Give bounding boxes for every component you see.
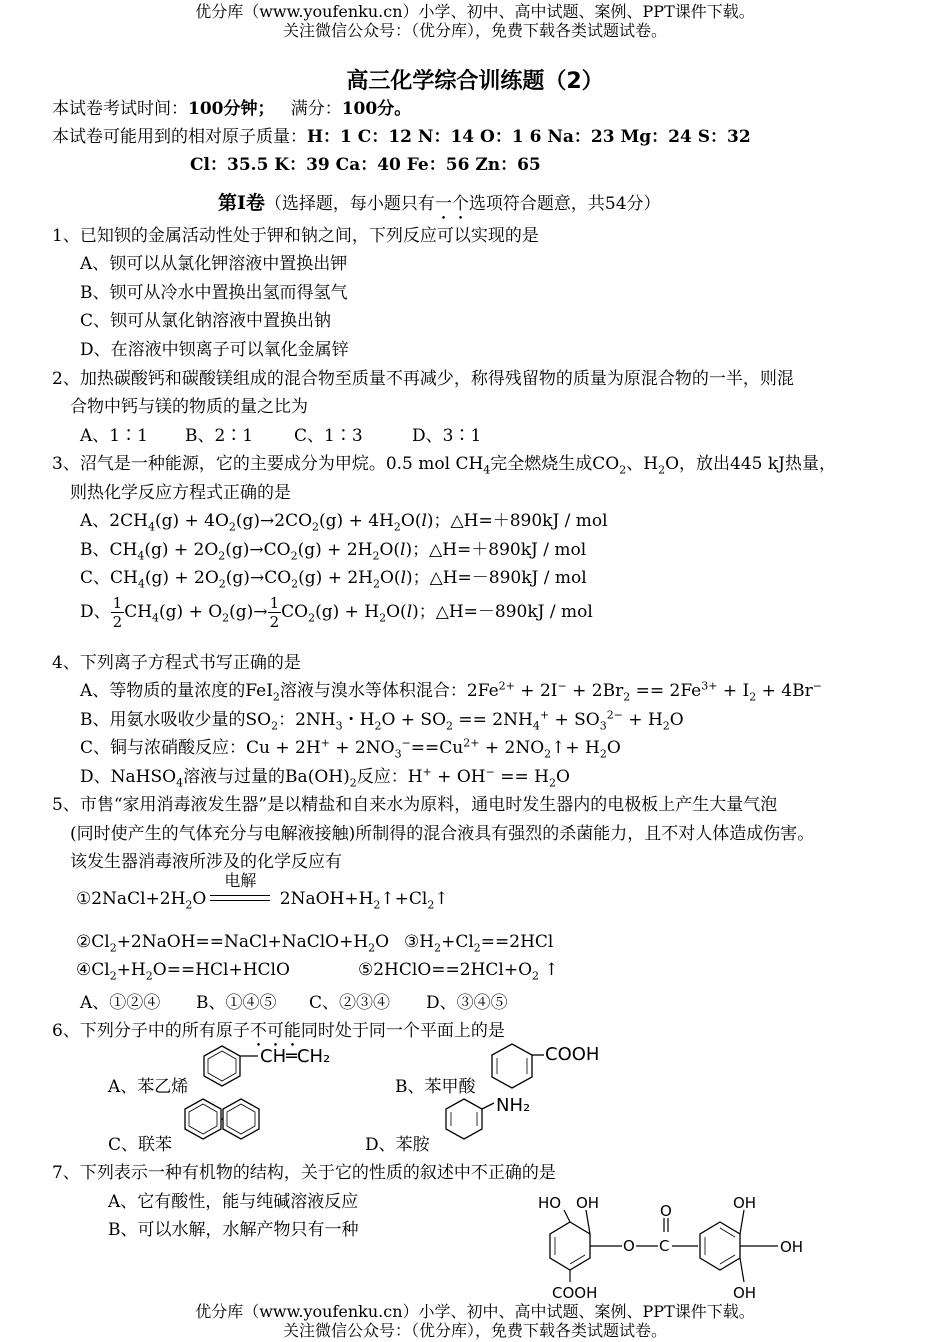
footer-line-1: 优分库（www.youfenku.cn）小学、初中、高中试题、案例、PPT课件下载。	[195, 1302, 755, 1321]
q5-stem-2: (同时使产生的气体充分与电解液接触)所制得的混合液具有强烈的杀菌能力，且不对人体造成伤害。	[70, 824, 815, 844]
q4-a-pre: A、等物质的量浓度的FeI	[80, 681, 273, 701]
mass-line-1: H：1 C：12 N：14 O：1 6 Na：23 Mg：24 S：32	[307, 127, 751, 147]
section-heading	[218, 188, 661, 224]
q1-option-a[interactable]: A、钡可以从氯化钾溶液中置换出钾	[80, 254, 348, 274]
q5-reaction-1: $①2NaCl+2H_2O$ 电解 $2NaOH+H_2↑+Cl_2↑$	[76, 889, 449, 911]
q3-stem-1b: 完全燃烧生成CO	[490, 454, 620, 474]
q4-a-mid: 溶液与溴水等体积混合：	[279, 681, 467, 701]
q1-option-b[interactable]: B、钡可从冷水中置换出氢而得氢气	[80, 283, 348, 303]
time-label: 本试卷考试时间：	[52, 99, 188, 119]
q6-stem-dotted: 不可能	[249, 1021, 301, 1041]
q4-d-pre: D、NaHSO	[80, 767, 177, 787]
exam-info-mass	[52, 122, 751, 147]
q5-reaction-5: $⑤2HClO==2HCl+O_2$ ↑	[358, 960, 559, 983]
q5-option-c[interactable]: C、②③④	[309, 993, 391, 1013]
q6-option-b[interactable]: B、苯甲酸	[395, 1077, 476, 1097]
q2-stem-1: 2、加热碳酸钙和碳酸镁组成的混合物至质量不再减少，称得残留物的质量为原混合物的一半，则混	[52, 369, 794, 389]
q7-carbonyl-o: O	[660, 1202, 672, 1220]
q2-stem-2: 合物中钙与镁的物质的量之比为	[70, 397, 308, 417]
q5-reaction-3: $③H_2+Cl_2==2HCl$	[404, 932, 554, 955]
q7-ester-o: O	[623, 1237, 635, 1255]
footer-line-2: 关注微信公众号：（优分库），免费下载各类试题试卷。	[282, 1321, 667, 1340]
benzoic-acid-structure	[486, 1038, 606, 1098]
q4-d-mid: 溶液与过量的Ba(OH)	[183, 767, 350, 787]
q7-oh-4: OH	[733, 1284, 757, 1302]
q7-option-a[interactable]: A、它有酸性，能与纯碱溶液反应	[108, 1192, 359, 1212]
q4-d-mid2: 反应：	[356, 767, 408, 787]
q3-stem-1a: 3、沼气是一种能源，它的主要成分为甲烷。0.5 mol CH	[52, 454, 484, 474]
q1-option-c[interactable]: C、钡可从氯化钠溶液中置换出钠	[80, 311, 332, 331]
section-desc-b: 选项符合题意，共54分）	[468, 194, 661, 214]
aniline-label: NH₂	[496, 1095, 531, 1116]
q5-reaction-2: $②Cl_2+2NaOH==NaCl+NaClO+H_2O$	[76, 932, 390, 955]
q3-stem-2: 则热化学反应方程式正确的是	[70, 483, 291, 503]
electrolysis-label: 电解	[224, 871, 257, 890]
q6-option-c[interactable]: C、联苯	[108, 1135, 173, 1155]
q6-option-d[interactable]: D、苯胺	[365, 1135, 430, 1155]
q3-stem-1: 3、沼气是一种能源，它的主要成分为甲烷。0.5 mol $CH_4$完全燃烧生成$CO_2$、$H_2O$，放出445 kJ热量，	[52, 454, 836, 477]
q5-reaction-4: $④Cl_2+H_2O==HCl+HClO$	[76, 960, 290, 983]
time-value: 100分钟；	[188, 99, 275, 119]
score-value: 100分。	[341, 99, 412, 119]
page-title: 高三化学综合训练题（2）	[346, 69, 604, 94]
q1-stem: 1、已知钡的金属活动性处于钾和钠之间，下列反应可以实现的是	[52, 226, 539, 246]
q1-option-d[interactable]: D、在溶液中钡离子可以氧化金属锌	[80, 340, 349, 360]
frac-num-2: 1	[269, 594, 280, 612]
section-name: 第Ⅰ卷	[218, 192, 265, 214]
q3-option-c[interactable]: C、$CH_4(g) + 2O_2(g)\to CO_2(g) + 2H_2O(l)$；△H=－890kJ / mol	[80, 568, 587, 591]
mass-line-2: Cl：35.5 K：39 Ca：40 Fe：56 Zn：65	[190, 155, 541, 175]
q7-cooh: COOH	[552, 1284, 598, 1302]
mass-label: 本试卷可能用到的相对原子质量：	[52, 127, 307, 147]
q4-option-d[interactable]: D、NaHSO$_4$溶液与过量的$Ba(OH)_2$反应：$H^+ + OH^- == H_2O$	[80, 765, 570, 790]
q3-option-d[interactable]: D、 $\frac{1}{2}$ $CH_4(g) + O_2(g)\to$ $\frac{1}{2}$ $CO_2(g) + H_2O(l)$；△H=－890kJ / mol	[80, 594, 593, 631]
q7-structure	[530, 1190, 820, 1305]
q7-stem: 7、下列表示一种有机物的结构，关于它的性质的叙述中不正确的是	[52, 1163, 556, 1183]
q2-option-c[interactable]: C、1∶3	[294, 426, 363, 446]
score-label: 满分：	[290, 99, 342, 119]
frac-den-2: 2	[269, 613, 280, 631]
q3-stem-1d: O，放出445 kJ热量，	[665, 454, 836, 474]
header-line-2: 关注微信公众号：（优分库），免费下载各类试题试卷。	[282, 21, 667, 40]
section-desc-a: （选择题，每小题只有	[264, 194, 435, 214]
q7-ho-1: HO	[538, 1194, 562, 1212]
q4-option-c[interactable]: C、铜与浓硝酸反应：$Cu + 2H^+ + 2NO_3^-==Cu^{2+}$ + $2NO_2↑+ H_2O$	[80, 736, 621, 761]
q2-option-b[interactable]: B、2∶1	[185, 426, 254, 446]
q7-oh-3: OH	[780, 1238, 804, 1256]
aniline-structure	[440, 1093, 540, 1149]
electrolysis-arrow	[210, 871, 270, 904]
q5-option-a[interactable]: A、①②④	[80, 993, 161, 1013]
q6-option-a[interactable]: A、苯乙烯	[108, 1077, 189, 1097]
q7-oh-2: OH	[733, 1194, 757, 1212]
q3-d-dh: △H=－890kJ / mol	[435, 602, 593, 622]
q3-option-a[interactable]: A、$2CH_4(g) + 4O_2(g)\to 2CO_2(g) + 4H_2O(l)$；△H=＋890kJ / mol	[80, 511, 608, 534]
styrene-structure	[200, 1038, 345, 1098]
q5-option-b[interactable]: B、①④⑤	[196, 993, 277, 1013]
q7-carbonyl-c: C	[659, 1237, 670, 1255]
q5-stem-1: 5、市售“家用消毒液发生器”是以精盐和自来水为原料，通电时发生器内的电极板上产生大量气泡	[52, 795, 778, 815]
q4-c-pre: C、铜与浓硝酸反应：	[80, 738, 247, 758]
q5-stem-3: 该发生器消毒液所涉及的化学反应有	[70, 852, 342, 872]
fraction-half-2	[268, 594, 282, 631]
q4-option-b[interactable]: B、用氨水吸收少量的$SO_2$：$2NH_3$・$H_2O + SO_2 == 2NH_4^+ + SO_3^{2-} + H_2O$	[80, 708, 684, 733]
q4-option-a[interactable]: A、等物质的量浓度的FeI$_2$溶液与溴水等体积混合：$2Fe^{2+} + 2I^- + 2Br_2 == 2Fe^{3+} + I_2 + 4Br^-$	[80, 679, 822, 704]
q3-stem-1c: 、H	[626, 454, 659, 474]
q4-b-pre: B、用氨水吸收少量的SO	[80, 710, 272, 730]
q7-oh-1: OH	[576, 1194, 600, 1212]
frac-den: 2	[112, 613, 123, 631]
q3-option-b[interactable]: B、$CH_4(g) + 2O_2(g)\to CO_2(g) + 2H_2O(l)$；△H=＋890kJ / mol	[80, 540, 587, 563]
exam-info-time	[52, 94, 411, 119]
styrene-label: CH═CH₂	[260, 1046, 331, 1067]
biphenyl-structure	[183, 1093, 273, 1149]
q3-a-dh: △H=＋890kJ / mol	[450, 511, 608, 531]
q3-b-dh: △H=＋890kJ / mol	[429, 540, 587, 560]
section-desc-dotted: 一个	[434, 194, 469, 214]
q2-option-a[interactable]: A、1∶1	[80, 426, 148, 446]
q6-stem-b: 同时处于同一个平面上的是	[300, 1021, 505, 1041]
q4-stem: 4、下列离子方程式书写正确的是	[52, 653, 301, 673]
q7-option-b[interactable]: B、可以水解，水解产物只有一种	[108, 1220, 359, 1240]
q2-option-d[interactable]: D、3∶1	[412, 426, 482, 446]
fraction-half	[111, 594, 125, 631]
q6-stem-a: 6、下列分子中的所有原子	[52, 1021, 250, 1041]
q5-option-d[interactable]: D、③④⑤	[426, 993, 508, 1013]
frac-num: 1	[112, 594, 123, 612]
benzoic-label: COOH	[545, 1044, 600, 1065]
header-line-1: 优分库（www.youfenku.cn）小学、初中、高中试题、案例、PPT课件下载。	[195, 2, 755, 21]
q3-c-dh: △H=－890kJ / mol	[429, 568, 587, 588]
